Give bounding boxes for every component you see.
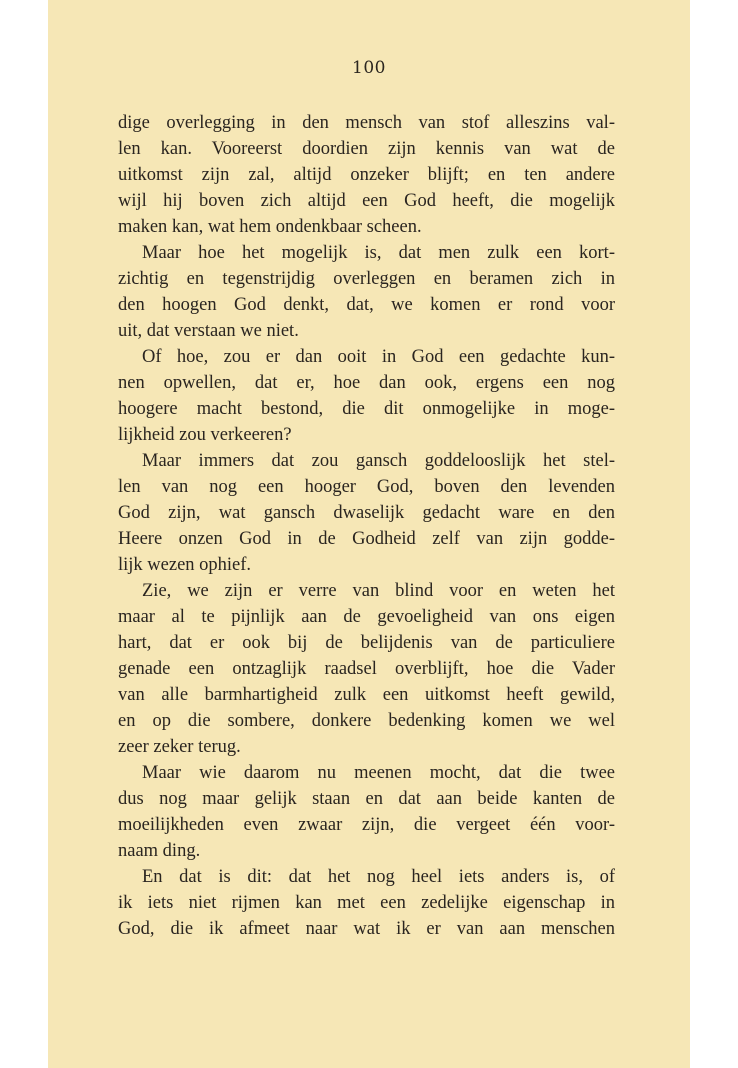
page-number: 100	[352, 58, 386, 78]
text-line: Maar wie daarom nu meenen mocht, dat die twee	[142, 763, 615, 783]
text-line: En dat is dit: dat het nog heel iets anders is, of	[142, 867, 615, 887]
text-line: en op die sombere, donkere bedenking komen we wel	[118, 711, 615, 731]
text-line: zeer zeker terug.	[118, 737, 241, 757]
text-line: genade een ontzaglijk raadsel overblijft, hoe die Vader	[118, 659, 615, 679]
text-line: lijk wezen ophief.	[118, 555, 252, 575]
text-line: naam ding.	[118, 841, 201, 861]
text-line: moeilijkheden even zwaar zijn, die vergeet één voor-	[118, 815, 615, 835]
text-line: God, die ik afmeet naar wat ik er van aan menschen	[118, 919, 615, 939]
text-line: uitkomst zijn zal, altijd onzeker blijft; en ten andere	[118, 165, 615, 185]
text-line: hart, dat er ook bij de belijdenis van de particuliere	[118, 633, 615, 653]
text-line: zichtig en tegenstrijdig overleggen en beramen zich in	[118, 269, 615, 289]
text-line: maken kan, wat hem ondenkbaar scheen.	[118, 217, 422, 237]
text-line: wijl hij boven zich altijd een God heeft, die mogelijk	[118, 191, 615, 211]
text-line: God zijn, wat gansch dwaselijk gedacht ware en den	[118, 503, 615, 523]
text-line: dus nog maar gelijk staan en dat aan beide kanten de	[118, 789, 615, 809]
text-line: Zie, we zijn er verre van blind voor en weten het	[142, 581, 615, 601]
body-text	[118, 110, 615, 942]
text-line: len van nog een hooger God, boven den levenden	[118, 477, 615, 497]
text-line: len kan. Vooreerst doordien zijn kennis van wat de	[118, 139, 615, 159]
text-line: van alle barmhartigheid zulk een uitkomst heeft gewild,	[118, 685, 615, 705]
text-line: maar al te pijnlijk aan de gevoeligheid van ons eigen	[118, 607, 615, 627]
text-line: lijkheid zou verkeeren?	[118, 425, 292, 445]
text-line: hoogere macht bestond, die dit onmogelijke in moge-	[118, 399, 615, 419]
text-line: nen opwellen, dat er, hoe dan ook, ergens een nog	[118, 373, 615, 393]
text-line: dige overlegging in den mensch van stof alleszins val-	[118, 113, 615, 133]
book-page	[48, 0, 690, 1068]
text-line: ik iets niet rijmen kan met een zedelijke eigenschap in	[118, 893, 615, 913]
text-line: den hoogen God denkt, dat, we komen er rond voor	[118, 295, 615, 315]
text-line: Maar immers dat zou gansch goddelooslijk het stel-	[142, 451, 615, 471]
text-line: Heere onzen God in de Godheid zelf van zijn godde-	[118, 529, 615, 549]
text-line: Of hoe, zou er dan ooit in God een gedachte kun-	[142, 347, 615, 367]
text-line: uit, dat verstaan we niet.	[118, 321, 299, 341]
text-line: Maar hoe het mogelijk is, dat men zulk een kort-	[142, 243, 615, 263]
